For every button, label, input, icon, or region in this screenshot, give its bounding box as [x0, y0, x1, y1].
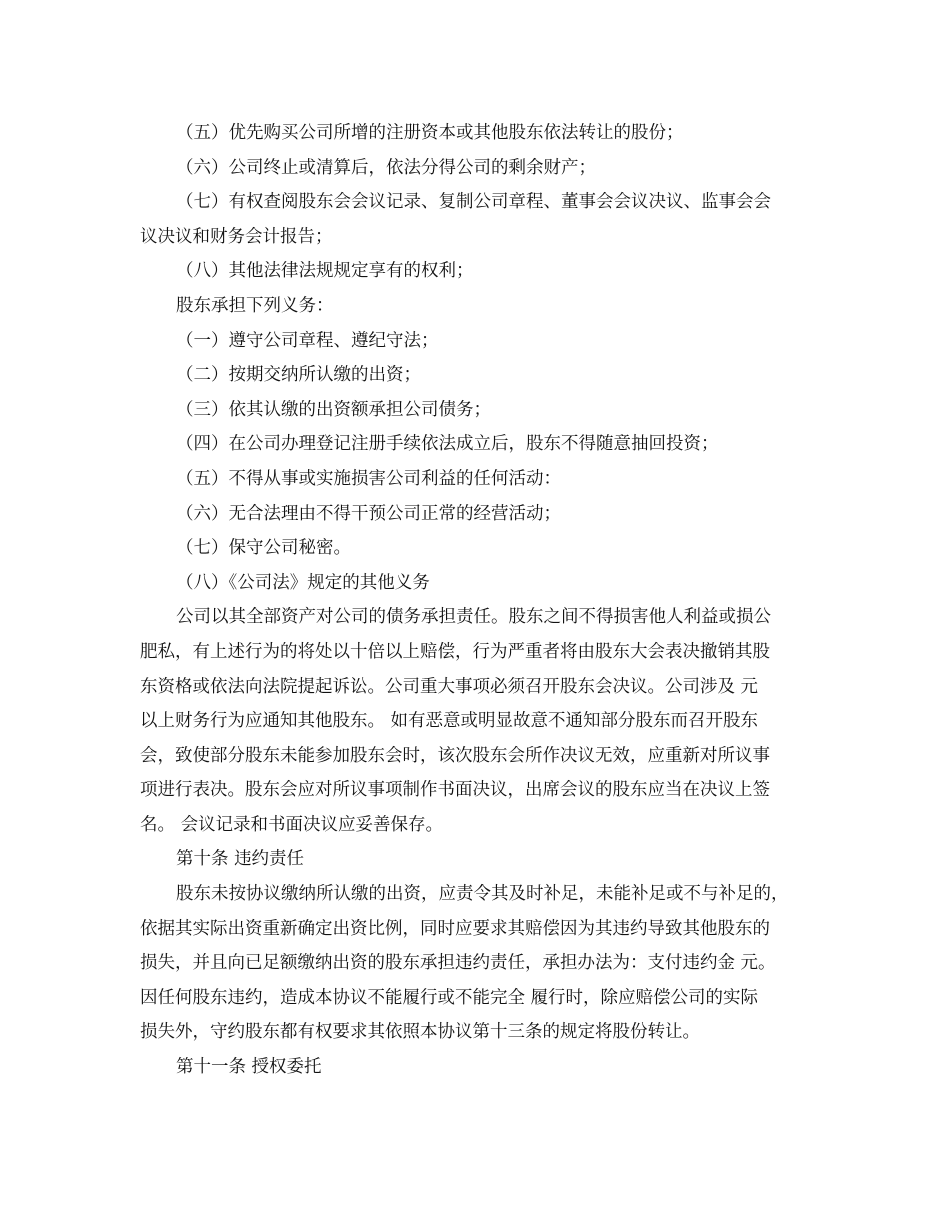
text-line: 肥私，有上述行为的将处以十倍以上赔偿，行为严重者将由股东大会表决撤销其股: [140, 641, 770, 662]
text-line: 名。 会议记录和书面决议应妥善保存。: [140, 814, 444, 835]
text-line: 会，致使部分股东未能参加股东会时，该次股东会所作决议无效，应重新对所议事: [140, 745, 770, 766]
text-line: （五）不得从事或实施损害公司利益的任何活动：: [176, 468, 561, 489]
section-heading-article-11: 第十一条 授权委托: [176, 1057, 322, 1078]
text-line: （四）在公司办理登记注册手续依法成立后，股东不得随意抽回投资；: [176, 434, 719, 455]
text-line: 损失，并且向已足额缴纳出资的股东承担违约责任，承担办法为：支付违约金 元。: [140, 953, 776, 974]
text-line: （一）遵守公司章程、遵纪守法；: [176, 330, 439, 351]
text-line: 议决议和财务会计报告；: [140, 226, 333, 247]
text-line: （六）公司终止或清算后，依法分得公司的剩余财产；: [176, 157, 596, 178]
text-line: （八）其他法律法规规定享有的权利；: [176, 261, 474, 282]
section-heading-article-10: 第十条 违约责任: [176, 849, 305, 870]
text-line: 东资格或依法向法院提起诉讼。公司重大事项必须召开股东会决议。公司涉及 元: [140, 676, 759, 697]
text-line: （七）有权查阅股东会会议记录、复制公司章程、董事会会议决议、监事会会: [176, 192, 771, 213]
text-line: 损失外，守约股东都有权要求其依照本协议第十三条的规定将股份转让。: [140, 1022, 700, 1043]
text-line: （五）优先购买公司所增的注册资本或其他股东依法转让的股份；: [176, 123, 684, 143]
text-line: 股东未按协议缴纳所认缴的出资，应责令其及时补足，未能补足或不与补足的，: [176, 884, 789, 905]
text-line: 公司以其全部资产对公司的债务承担责任。股东之间不得损害他人利益或损公: [176, 607, 771, 628]
text-line: （二）按期交纳所认缴的出资；: [176, 365, 421, 386]
text-line: 依据其实际出资重新确定出资比例，同时应要求其赔偿因为其违约导致其他股东的: [140, 918, 770, 939]
obligations-heading: 股东承担下列义务：: [176, 295, 334, 316]
document-body: [140, 116, 830, 1085]
text-line: （七）保守公司秘密。: [176, 538, 351, 559]
text-line: 以上财务行为应通知其他股东。 如有恶意或明显故意不通知部分股东而召开股东: [140, 711, 759, 732]
text-line: 因任何股东违约，造成本协议不能履行或不能完全 履行时，除应赔偿公司的实际: [140, 987, 759, 1008]
text-line: 项进行表决。股东会应对所议事项制作书面决议，出席会议的股东应当在决议上签: [140, 780, 770, 801]
text-line: （三）依其认缴的出资额承担公司债务；: [176, 399, 491, 420]
text-line: （六）无合法理由不得干预公司正常的经营活动；: [176, 503, 561, 524]
text-line: （八）《公司法》规定的其他义务: [176, 572, 430, 593]
